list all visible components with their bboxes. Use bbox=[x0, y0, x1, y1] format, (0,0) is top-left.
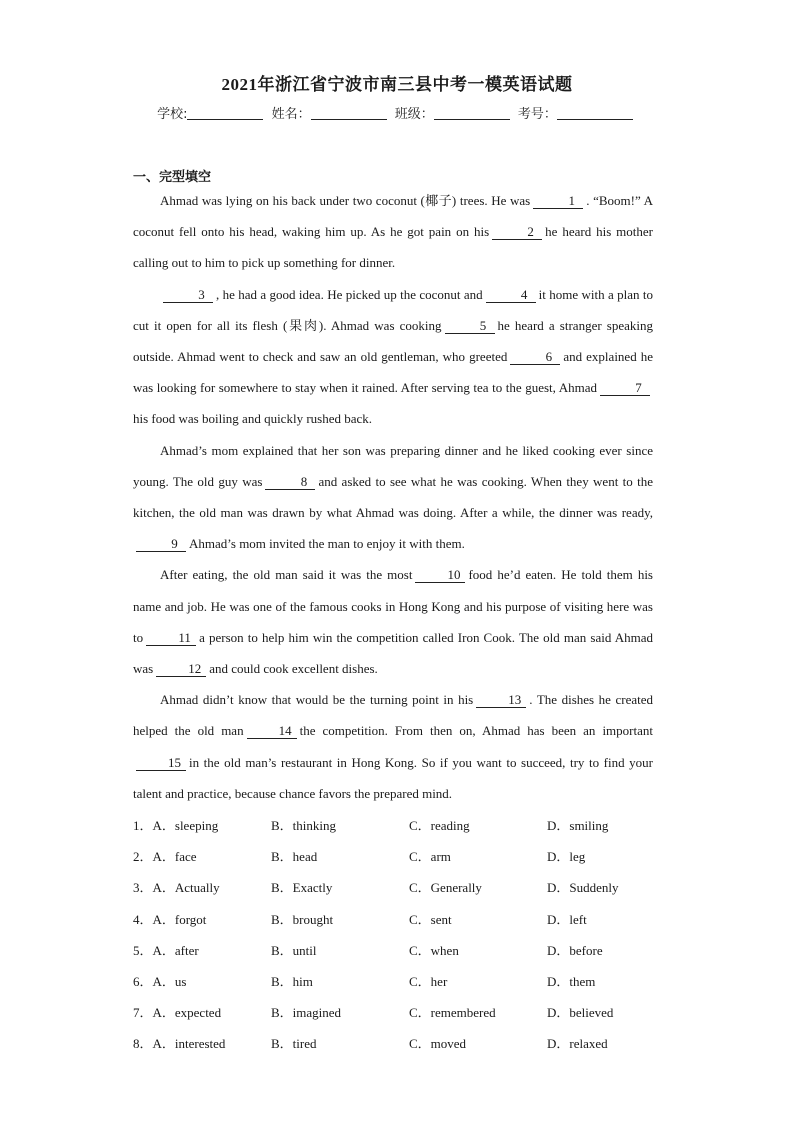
answer-option[interactable]: D．leg bbox=[547, 849, 586, 865]
question-options-row bbox=[133, 997, 693, 1028]
school-blank[interactable] bbox=[187, 107, 263, 120]
passage-text: the competition. From then on, Ahmad has been an important bbox=[299, 723, 653, 739]
passage-text: , he had a good idea. He picked up the coconut and bbox=[216, 286, 483, 302]
answer-option[interactable]: B．tired bbox=[271, 1036, 317, 1052]
passage-text: Ahmad’s mom invited the man to enjoy it with them. bbox=[189, 536, 465, 552]
school-label: 学校: bbox=[157, 107, 188, 122]
question-options-row bbox=[133, 841, 693, 872]
answer-option[interactable]: 7．A．expected bbox=[133, 1005, 222, 1021]
answer-option[interactable]: C．remembered bbox=[409, 1005, 496, 1021]
answer-option[interactable]: D．Suddenly bbox=[547, 880, 619, 896]
question-options-row bbox=[133, 935, 693, 966]
blank-13[interactable]: 13 bbox=[476, 693, 526, 708]
passage-text: he heard his mother calling out to him to pick up something for dinner. bbox=[133, 224, 653, 271]
answer-option[interactable]: D．them bbox=[547, 973, 596, 989]
question-options-row bbox=[133, 966, 693, 997]
answer-option[interactable]: B．until bbox=[271, 942, 317, 958]
cloze-passage bbox=[133, 185, 653, 809]
answer-option[interactable]: 5．A．after bbox=[133, 942, 199, 958]
passage-text: a person to help him win the competition called Iron Cook. The old man said Ahmad was bbox=[133, 629, 653, 677]
passage-text: it home with a plan to cut it open for all its flesh (果肉). Ahmad was cooking bbox=[133, 286, 654, 333]
blank-11[interactable]: 11 bbox=[146, 631, 196, 646]
answer-option[interactable]: C．arm bbox=[409, 849, 451, 865]
answer-option[interactable]: B．brought bbox=[271, 911, 334, 927]
question-options-row bbox=[133, 904, 693, 935]
answer-option[interactable]: D．believed bbox=[547, 1005, 614, 1021]
answer-option[interactable]: B．imagined bbox=[271, 1005, 342, 1021]
blank-15[interactable]: 15 bbox=[136, 756, 186, 771]
blank-4[interactable]: 4 bbox=[486, 288, 536, 303]
answer-option[interactable]: 4．A．forgot bbox=[133, 911, 207, 927]
passage-text: . The dishes he created helped the old man bbox=[133, 692, 653, 739]
passage-paragraph bbox=[133, 435, 653, 560]
answer-option[interactable]: C．moved bbox=[409, 1036, 467, 1052]
answer-option[interactable]: C．sent bbox=[409, 911, 452, 927]
answer-option[interactable]: C．reading bbox=[409, 818, 470, 833]
class-label: 班级： bbox=[394, 107, 434, 122]
answer-option[interactable]: D．smiling bbox=[547, 818, 609, 833]
passage-text: Ahmad was lying on his back under two coconut (椰子) trees. He was bbox=[160, 193, 531, 208]
answer-option[interactable]: B．thinking bbox=[271, 818, 337, 833]
answer-option[interactable]: C．Generally bbox=[409, 880, 482, 896]
name-label: 姓名： bbox=[271, 107, 311, 122]
passage-text: Ahmad’s mom explained that her son was preparing dinner and he liked cooking ever since young. The old guy was bbox=[133, 442, 653, 489]
passage-text: and asked to see what he was cooking. When they went to the kitchen, the old man was drawn by what Ahmad was doing. After a while, the dinner was ready, bbox=[133, 473, 653, 521]
answer-option[interactable]: C．her bbox=[409, 973, 448, 989]
answer-option[interactable]: 8．A．interested bbox=[133, 1036, 226, 1052]
student-info-line bbox=[0, 103, 794, 122]
passage-text: and could cook excellent dishes. bbox=[209, 661, 378, 677]
blank-14[interactable]: 14 bbox=[247, 724, 297, 739]
page-title: 2021年浙江省宁波市南三县中考一模英语试题 bbox=[221, 75, 573, 94]
blank-9[interactable]: 9 bbox=[136, 537, 186, 552]
question-options-row bbox=[133, 810, 693, 841]
blank-5[interactable]: 5 bbox=[445, 319, 495, 334]
class-blank[interactable] bbox=[434, 107, 510, 120]
answer-option[interactable]: D．relaxed bbox=[547, 1036, 608, 1052]
question-options-row bbox=[133, 872, 693, 903]
passage-text: his food was boiling and quickly rushed back. bbox=[133, 411, 373, 427]
passage-text: . “Boom!” A coconut fell onto his head, waking him up. As he got pain on his bbox=[133, 193, 654, 240]
answer-option[interactable]: D．before bbox=[547, 942, 603, 958]
passage-text: and explained he was looking for somewhere to stay when it rained. After serving tea to the guest, Ahmad bbox=[133, 349, 654, 396]
answer-option[interactable]: 6．A．us bbox=[133, 973, 187, 989]
section-heading: 一、完型填空 bbox=[133, 170, 212, 185]
blank-10[interactable]: 10 bbox=[415, 568, 465, 583]
exam-number-blank[interactable] bbox=[557, 107, 633, 120]
answer-options bbox=[133, 810, 693, 1060]
passage-paragraph bbox=[133, 279, 653, 435]
answer-option[interactable]: B．head bbox=[271, 849, 318, 865]
passage-text: food he’d eaten. He told them his name and job. He was one of the famous cooks in Hong Kong and his purpose of visiting here was to bbox=[133, 567, 653, 645]
answer-option[interactable]: 1．A．sleeping bbox=[133, 818, 219, 833]
passage-paragraph bbox=[133, 185, 653, 279]
passage-text: Ahmad didn’t know that would be the turning point in his bbox=[160, 692, 474, 708]
answer-option[interactable]: 3．A．Actually bbox=[133, 880, 220, 896]
passage-paragraph bbox=[133, 684, 653, 809]
answer-option[interactable]: B．him bbox=[271, 973, 313, 989]
blank-1[interactable]: 1 bbox=[533, 194, 583, 209]
blank-6[interactable]: 6 bbox=[510, 350, 560, 365]
blank-3[interactable]: 3 bbox=[163, 288, 213, 303]
passage-paragraph bbox=[133, 559, 653, 684]
passage-text: in the old man’s restaurant in Hong Kong. So if you want to succeed, try to find your talent and practice, because chance favors the prepared mind. bbox=[133, 754, 653, 801]
answer-option[interactable]: 2．A．face bbox=[133, 849, 197, 865]
blank-12[interactable]: 12 bbox=[156, 662, 206, 677]
passage-text: After eating, the old man said it was the most bbox=[160, 567, 413, 583]
name-blank[interactable] bbox=[311, 107, 387, 120]
exam-number-label: 考号： bbox=[517, 107, 557, 122]
answer-option[interactable]: B．Exactly bbox=[271, 880, 333, 896]
blank-2[interactable]: 2 bbox=[492, 225, 542, 240]
blank-8[interactable]: 8 bbox=[265, 475, 315, 490]
answer-option[interactable]: C．when bbox=[409, 942, 459, 958]
question-options-row bbox=[133, 1028, 693, 1059]
answer-option[interactable]: D．left bbox=[547, 911, 587, 927]
passage-text: he heard a stranger speaking outside. Ahmad went to check and saw an old gentleman, who greeted bbox=[133, 317, 654, 365]
blank-7[interactable]: 7 bbox=[600, 381, 650, 396]
